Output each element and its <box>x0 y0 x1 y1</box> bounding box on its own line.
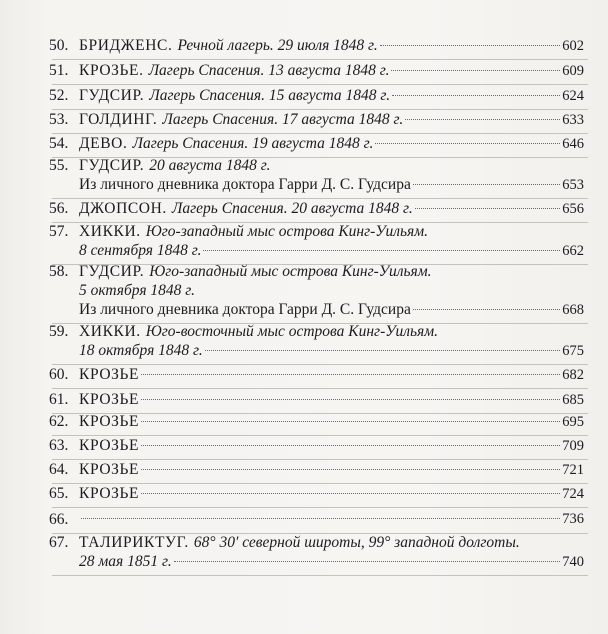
page-number: 724 <box>562 486 584 502</box>
page-number: 709 <box>562 438 584 454</box>
page-number: 646 <box>562 136 584 152</box>
toc-line <box>49 412 584 432</box>
page-number: 633 <box>562 112 584 128</box>
entry-location-date: Юго-западный мыс острова Кинг-Уильям. <box>149 263 432 280</box>
entry-number: 58. <box>49 263 69 280</box>
dot-leader <box>141 469 560 470</box>
narrator-name: КРОЗЬЕ <box>79 437 140 454</box>
entry-location-date: 18 октября 1848 г. <box>79 342 203 359</box>
dot-leader <box>413 184 560 185</box>
entry-source: Из личного дневника доктора Гарри Д. С. Гудсира <box>79 301 411 318</box>
narrator-name: КРОЗЬЕ <box>79 461 140 478</box>
entry-location-date: Лагерь Спасения. 17 августа 1848 г. <box>162 111 404 128</box>
toc-line <box>79 241 584 261</box>
dot-leader <box>141 493 560 494</box>
entry-number: 52. <box>49 87 69 104</box>
page-number: 662 <box>562 243 584 259</box>
narrator-name: ДЕВО. <box>79 135 128 152</box>
entry-location-date: Лагерь Спасения. 13 августа 1848 г. <box>148 62 390 79</box>
narrator-name: КРОЗЬЕ. <box>79 62 144 79</box>
entry-number: 50. <box>49 37 69 54</box>
dot-leader <box>203 250 560 251</box>
toc-line <box>49 36 584 56</box>
page-number: 740 <box>562 554 584 570</box>
toc-line <box>79 552 584 572</box>
dot-leader <box>81 518 560 519</box>
narrator-name: ХИККИ. <box>79 323 141 340</box>
entry-number: 57. <box>49 223 69 240</box>
entry-number: 66. <box>49 511 69 528</box>
toc-line <box>49 86 584 106</box>
dot-leader <box>174 561 561 562</box>
dot-leader <box>205 350 560 351</box>
page-number: 602 <box>562 38 584 54</box>
entry-number: 53. <box>49 111 69 128</box>
narrator-name: ДЖОПСОН. <box>79 200 167 217</box>
entry-number: 51. <box>49 62 69 79</box>
entry-number: 67. <box>49 534 69 551</box>
entry-number: 55. <box>49 157 69 174</box>
entry-number: 64. <box>49 461 69 478</box>
dot-leader <box>141 421 560 422</box>
page-number: 721 <box>562 462 584 478</box>
narrator-name: ГУДСИР. <box>79 263 145 280</box>
page-number: 656 <box>562 201 584 217</box>
entry-location-date: Лагерь Спасения. 19 августа 1848 г. <box>132 135 374 152</box>
toc-line <box>79 341 584 361</box>
narrator-name: КРОЗЬЕ <box>79 485 140 502</box>
entry-location-date: 8 сентября 1848 г. <box>79 242 202 259</box>
toc-line <box>49 61 584 81</box>
narrator-name: КРОЗЬЕ <box>79 391 140 408</box>
dot-leader <box>141 445 560 446</box>
toc-line <box>49 156 584 175</box>
entry-divider <box>52 84 588 85</box>
entry-location-date: 5 октября 1848 г. <box>79 282 196 299</box>
entry-location-date: Речной лагерь. 29 июля 1848 г. <box>177 37 378 54</box>
toc-line <box>49 436 584 456</box>
narrator-name: ГОЛДИНГ. <box>79 111 158 128</box>
dot-leader <box>415 208 560 209</box>
entry-number: 65. <box>49 485 69 502</box>
dot-leader <box>380 45 560 46</box>
entry-number: 59. <box>49 323 69 340</box>
page-number: 668 <box>562 302 584 318</box>
dot-leader <box>405 119 560 120</box>
entry-location-date: Лагерь Спасения. 15 августа 1848 г. <box>149 87 391 104</box>
dot-leader <box>141 399 560 400</box>
narrator-name: ГУДСИР. <box>79 87 145 104</box>
entry-location-date: Лагерь Спасения. 20 августа 1848 г. <box>171 200 413 217</box>
toc-line <box>49 110 584 130</box>
narrator-name: КРОЗЬЕ <box>79 413 140 430</box>
toc-line <box>49 484 584 504</box>
dot-leader <box>392 95 560 96</box>
entry-number: 60. <box>49 366 69 383</box>
narrator-name: ГУДСИР. <box>79 157 145 174</box>
toc-line <box>79 175 584 195</box>
page-number: 624 <box>562 88 584 104</box>
entry-number: 63. <box>49 437 69 454</box>
entry-divider <box>52 59 588 60</box>
entry-number: 62. <box>49 413 69 430</box>
entry-number: 54. <box>49 135 69 152</box>
narrator-name: ХИККИ. <box>79 223 141 240</box>
entry-divider <box>52 388 588 389</box>
dot-leader <box>413 309 560 310</box>
entry-location-date: Юго-восточный мыс острова Кинг-Уильям. <box>145 323 438 340</box>
page-number: 682 <box>562 367 584 383</box>
narrator-name: КРОЗЬЕ <box>79 366 140 383</box>
entry-location-date: 20 августа 1848 г. <box>149 157 271 174</box>
entry-location-date: Юго-западный мыс острова Кинг-Уильям. <box>145 223 429 240</box>
toc-line <box>49 322 584 341</box>
dot-leader <box>141 374 560 375</box>
toc-line <box>49 262 584 281</box>
toc-line <box>49 365 584 385</box>
toc-line <box>49 460 584 480</box>
page-number: 653 <box>562 177 584 193</box>
toc-line <box>49 533 584 552</box>
toc-line <box>49 199 584 219</box>
entry-source: Из личного дневника доктора Гарри Д. С. Гудсира <box>79 176 411 193</box>
page-number: 675 <box>562 343 584 359</box>
entry-divider <box>52 575 588 576</box>
dot-leader <box>375 143 560 144</box>
toc-line <box>79 300 584 320</box>
toc-line <box>49 510 584 529</box>
page-number: 695 <box>562 414 584 430</box>
toc-line <box>49 134 584 154</box>
toc-line <box>49 222 584 241</box>
dot-leader <box>391 70 560 71</box>
page-number: 685 <box>562 392 584 408</box>
page-number: 609 <box>562 63 584 79</box>
entry-divider <box>52 507 588 508</box>
page-number: 736 <box>562 511 584 527</box>
entry-location-date: 68° 30′ северной широты, 99° западной долготы. <box>193 534 520 551</box>
toc-line <box>79 281 584 300</box>
entry-location-date: 28 мая 1851 г. <box>79 553 172 570</box>
entry-number: 56. <box>49 200 69 217</box>
toc-line <box>49 390 584 410</box>
narrator-name: БРИДЖЕНС. <box>79 37 173 54</box>
narrator-name: ТАЛИРИКТУГ. <box>79 534 189 551</box>
entry-number: 61. <box>49 391 69 408</box>
